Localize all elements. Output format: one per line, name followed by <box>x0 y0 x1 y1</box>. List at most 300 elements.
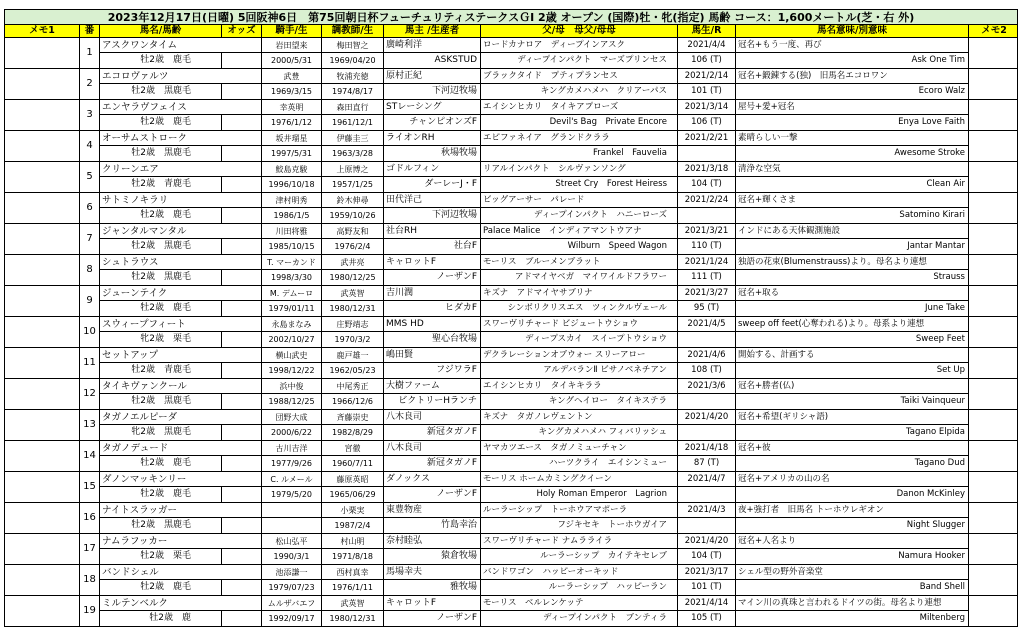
english-name: Jantar Mantar <box>736 239 969 254</box>
horse-number: 9 <box>80 286 100 316</box>
jockey-birthdate: 1986/1/5 <box>262 208 322 223</box>
rating: 87 (T) <box>678 456 736 471</box>
rating: 108 (T) <box>678 363 736 378</box>
owner-name: 馬場幸夫 <box>384 565 481 580</box>
rating: 104 (T) <box>678 549 736 564</box>
memo1-cell <box>5 162 80 192</box>
table-row <box>4 162 1018 193</box>
horse-number: 4 <box>80 131 100 161</box>
odds-cell <box>222 549 262 564</box>
damsire-granddam: ハーツクライ エイシンミュー <box>481 456 678 471</box>
trainer-name: 小栗実 <box>322 503 384 518</box>
table-row <box>4 317 1018 348</box>
horse-sex-age: 牡2歳 鹿 <box>100 611 222 626</box>
horse-sex-age: 牝2歳 黒鹿毛 <box>100 425 222 440</box>
odds-cell <box>222 518 262 533</box>
breeder-name: 下河辺牧場 <box>384 84 481 99</box>
name-meaning: 冠名+希望(ギリシャ語) <box>736 410 969 425</box>
sire-dam: モーリス ホームカミングクイーン <box>481 472 678 487</box>
english-name: Clean Air <box>736 177 969 192</box>
race-title: 2023年12月17日(日曜) 5回阪神6日 第75回朝日杯フューチュリティステークスＧⅠ 2歳 オープン (国際)牡・牝(指定) 馬齢 コース：1,600メートル(芝・右 外) <box>4 9 1018 25</box>
birth-date: 2021/2/21 <box>678 131 736 146</box>
horse-name: ダノンマッキンリー <box>100 472 262 487</box>
trainer-name: 中尾秀正 <box>322 379 384 394</box>
horse-number: 2 <box>80 69 100 99</box>
english-name: Danon McKinley <box>736 487 969 502</box>
english-name: Miltenberg <box>736 611 969 626</box>
horse-name: セットアップ <box>100 348 262 363</box>
damsire-granddam: ディープスカイ スイープトウショウ <box>481 332 678 347</box>
horse-sex-age: 牡2歳 黒鹿毛 <box>100 239 222 254</box>
jockey-name: 鮫島克駿 <box>262 162 322 177</box>
odds-cell <box>222 84 262 99</box>
name-meaning: 冠名+アメリカの山の名 <box>736 472 969 487</box>
jockey-birthdate: 2000/6/22 <box>262 425 322 440</box>
table-row <box>4 472 1018 503</box>
memo2-cell <box>969 69 1019 99</box>
sire-dam: エイシンヒカリ タイキアプローズ <box>481 100 678 115</box>
horse-name: ジューンテイク <box>100 286 262 301</box>
memo1-cell <box>5 472 80 502</box>
memo1-cell <box>5 534 80 564</box>
memo2-cell <box>969 472 1019 502</box>
trainer-birthdate: 1980/12/31 <box>322 301 384 316</box>
sire-dam: Palace Malice インディアマントウアナ <box>481 224 678 239</box>
jockey-birthdate: 1979/5/20 <box>262 487 322 502</box>
jockey-name: 川田将雅 <box>262 224 322 239</box>
jockey-name: 古川吉洋 <box>262 441 322 456</box>
memo2-cell <box>969 503 1019 533</box>
jockey-name: M. デムーロ <box>262 286 322 301</box>
horse-sex-age: 牝2歳 栗毛 <box>100 332 222 347</box>
jockey-name <box>262 503 322 518</box>
damsire-granddam: キングヘイロー タイキステラ <box>481 394 678 409</box>
horse-number: 5 <box>80 162 100 192</box>
horse-name: タガノデュード <box>100 441 262 456</box>
birth-date: 2021/4/3 <box>678 503 736 518</box>
horse-number: 13 <box>80 410 100 440</box>
trainer-name: 西村真幸 <box>322 565 384 580</box>
memo1-cell <box>5 379 80 409</box>
breeder-name: 社台F <box>384 239 481 254</box>
odds-cell <box>222 611 262 626</box>
owner-name: 東豊物産 <box>384 503 481 518</box>
birth-date: 2021/4/6 <box>678 348 736 363</box>
rating: 106 (T) <box>678 115 736 130</box>
breeder-name: 下河辺牧場 <box>384 208 481 223</box>
birth-date: 2021/4/20 <box>678 410 736 425</box>
horse-sex-age: 牡2歳 鹿毛 <box>100 580 222 595</box>
rating <box>678 146 736 161</box>
breeder-name: チャンピオンズF <box>384 115 481 130</box>
jockey-name: 幸英明 <box>262 100 322 115</box>
trainer-birthdate: 1959/10/26 <box>322 208 384 223</box>
trainer-birthdate: 1982/8/29 <box>322 425 384 440</box>
jockey-birthdate: 2000/5/31 <box>262 53 322 68</box>
damsire-granddam: ルーラーシップ カイテキセレブ <box>481 549 678 564</box>
horse-name: オーサムストローク <box>100 131 262 146</box>
breeder-name: ASKSTUD <box>384 53 481 68</box>
table-row <box>4 255 1018 286</box>
sire-dam: スワーヴリチャード ビジュートウショウ <box>481 317 678 332</box>
owner-name: STレーシング <box>384 100 481 115</box>
jockey-name: 津村明秀 <box>262 193 322 208</box>
trainer-name: 斉藤崇史 <box>322 410 384 425</box>
horse-number: 14 <box>80 441 100 471</box>
memo1-cell <box>5 410 80 440</box>
jockey-name: 坂井瑠星 <box>262 131 322 146</box>
horse-sex-age: 牡2歳 黒鹿毛 <box>100 394 222 409</box>
column-header-row <box>4 25 1018 38</box>
sire-dam: ヤマカツエース タガノミューチャン <box>481 441 678 456</box>
jockey-name: 浜中俊 <box>262 379 322 394</box>
horse-name: アスクワンタイム <box>100 38 262 53</box>
damsire-granddam: ディープインパクト マーズプリンセス <box>481 53 678 68</box>
name-meaning: インドにある天体観測施設 <box>736 224 969 239</box>
birth-date: 2021/4/5 <box>678 317 736 332</box>
jockey-birthdate: 1969/3/15 <box>262 84 322 99</box>
horse-number: 1 <box>80 38 100 68</box>
english-name: Ask One Tim <box>736 53 969 68</box>
name-meaning: 夜+強打者 旧馬名 トーホウレギオン <box>736 503 969 518</box>
table-row <box>4 503 1018 534</box>
odds-cell <box>222 394 262 409</box>
header-jockey: 騎手/生 <box>262 25 322 37</box>
sire-dam: モーリス ブルーメンブラット <box>481 255 678 270</box>
horse-name: ナムラフッカー <box>100 534 262 549</box>
jockey-name: 武豊 <box>262 69 322 84</box>
birth-date: 2021/4/20 <box>678 534 736 549</box>
breeder-name: ノーザンF <box>384 487 481 502</box>
trainer-birthdate: 1987/2/4 <box>322 518 384 533</box>
trainer-birthdate: 1976/2/4 <box>322 239 384 254</box>
jockey-birthdate: 1996/10/18 <box>262 177 322 192</box>
english-name: Namura Hooker <box>736 549 969 564</box>
name-meaning: 素晴らしい一撃 <box>736 131 969 146</box>
owner-name: MMS HD <box>384 317 481 332</box>
trainer-birthdate: 1974/8/17 <box>322 84 384 99</box>
trainer-birthdate: 1957/1/25 <box>322 177 384 192</box>
odds-cell <box>222 363 262 378</box>
horse-name: エンヤラヴフェイス <box>100 100 262 115</box>
damsire-granddam: ディープインパクト ハニーローズ <box>481 208 678 223</box>
jockey-birthdate: 1998/3/30 <box>262 270 322 285</box>
memo2-cell <box>969 565 1019 595</box>
jockey-name: 池添謙一 <box>262 565 322 580</box>
rating <box>678 332 736 347</box>
name-meaning: マイン川の真珠と言われるドイツの街。母名より連想 <box>736 596 969 611</box>
owner-name: キャロットF <box>384 255 481 270</box>
header-meaning: 馬名意味/別意味 <box>736 25 969 37</box>
jockey-name: 団野大成 <box>262 410 322 425</box>
jockey-birthdate: 1985/10/15 <box>262 239 322 254</box>
trainer-name: 森田直行 <box>322 100 384 115</box>
english-name: Taiki Vainqueur <box>736 394 969 409</box>
trainer-name: 高野友和 <box>322 224 384 239</box>
name-meaning: 冠名+鍛錬する(独) 旧馬名エコロワン <box>736 69 969 84</box>
table-row <box>4 38 1018 69</box>
trainer-birthdate: 1970/3/2 <box>322 332 384 347</box>
damsire-granddam: ルーラーシップ ハッピーラン <box>481 580 678 595</box>
odds-cell <box>222 580 262 595</box>
birth-date: 2021/2/14 <box>678 69 736 84</box>
damsire-granddam: アドマイヤベガ マイワイルドフラワー <box>481 270 678 285</box>
table-row <box>4 596 1018 627</box>
jockey-birthdate: 1977/9/26 <box>262 456 322 471</box>
trainer-birthdate: 1980/12/25 <box>322 270 384 285</box>
horse-sex-age: 牡2歳 鹿毛 <box>100 115 222 130</box>
memo1-cell <box>5 131 80 161</box>
breeder-name: 新冠タガノF <box>384 425 481 440</box>
jockey-name: ムルザバエフ <box>262 596 322 611</box>
table-row <box>4 441 1018 472</box>
jockey-name: 横山武史 <box>262 348 322 363</box>
name-meaning: 冠名+輝くさま <box>736 193 969 208</box>
header-owner: 馬主 /生産者 <box>384 25 481 37</box>
odds-cell <box>222 177 262 192</box>
memo2-cell <box>969 317 1019 347</box>
english-name: Enya Love Faith <box>736 115 969 130</box>
breeder-name: 秋場牧場 <box>384 146 481 161</box>
rating: 95 (T) <box>678 301 736 316</box>
horse-number: 18 <box>80 565 100 595</box>
damsire-granddam: ディープインパクト ブンティラ <box>481 611 678 626</box>
header-trainer: 調教師/生 <box>322 25 384 37</box>
birth-date: 2021/4/7 <box>678 472 736 487</box>
breeder-name: 新冠タガノF <box>384 456 481 471</box>
sire-dam: スワーヴリチャード ナムラライラ <box>481 534 678 549</box>
rating <box>678 518 736 533</box>
horse-number: 17 <box>80 534 100 564</box>
trainer-birthdate: 1961/12/1 <box>322 115 384 130</box>
horse-sex-age: 牡2歳 黒鹿毛 <box>100 518 222 533</box>
table-row <box>4 224 1018 255</box>
english-name: Strauss <box>736 270 969 285</box>
jockey-birthdate <box>262 518 322 533</box>
breeder-name: 竹島幸治 <box>384 518 481 533</box>
horse-name: タガノエルピーダ <box>100 410 262 425</box>
sire-dam: リアルインパクト シルヴァンソング <box>481 162 678 177</box>
english-name: Band Shell <box>736 580 969 595</box>
memo2-cell <box>969 596 1019 626</box>
jockey-birthdate: 1990/3/1 <box>262 549 322 564</box>
horse-number: 6 <box>80 193 100 223</box>
jockey-name: T. マーカンド <box>262 255 322 270</box>
header-number: 番 <box>80 25 100 37</box>
rating: 104 (T) <box>678 177 736 192</box>
horse-sex-age: 牡2歳 栗毛 <box>100 549 222 564</box>
memo2-cell <box>969 379 1019 409</box>
header-memo1: メモ1 <box>5 25 80 37</box>
memo2-cell <box>969 255 1019 285</box>
sire-dam: エピファネイア グランドクララ <box>481 131 678 146</box>
sire-dam: バンドワゴン ハッピーオーキッド <box>481 565 678 580</box>
name-meaning: 冠名+取る <box>736 286 969 301</box>
horse-name: スウィープフィート <box>100 317 262 332</box>
odds-cell <box>222 208 262 223</box>
memo2-cell <box>969 38 1019 68</box>
breeder-name: ビクトリーHランチ <box>384 394 481 409</box>
owner-name: 吉川潤 <box>384 286 481 301</box>
damsire-granddam: Frankel Fauvelia <box>481 146 678 161</box>
rating <box>678 487 736 502</box>
memo1-cell <box>5 317 80 347</box>
horse-number: 11 <box>80 348 100 378</box>
memo2-cell <box>969 162 1019 192</box>
memo1-cell <box>5 348 80 378</box>
memo1-cell <box>5 286 80 316</box>
sire-dam: ビッグアーサー パレード <box>481 193 678 208</box>
sire-dam: ブラックタイド プティプランセス <box>481 69 678 84</box>
trainer-name: 伊藤圭三 <box>322 131 384 146</box>
rating: 110 (T) <box>678 239 736 254</box>
horse-name: バンドシェル <box>100 565 262 580</box>
trainer-birthdate: 1969/04/20 <box>322 53 384 68</box>
memo1-cell <box>5 193 80 223</box>
english-name: Set Up <box>736 363 969 378</box>
trainer-name: 村山明 <box>322 534 384 549</box>
jockey-name: 岩田望来 <box>262 38 322 53</box>
english-name: June Take <box>736 301 969 316</box>
memo1-cell <box>5 38 80 68</box>
trainer-name: 鈴木伸尋 <box>322 193 384 208</box>
table-row <box>4 565 1018 596</box>
sire-dam: エイシンヒカリ タイキキララ <box>481 379 678 394</box>
jockey-birthdate: 1992/09/17 <box>262 611 322 626</box>
breeder-name: ノーザンF <box>384 611 481 626</box>
owner-name: 社台RH <box>384 224 481 239</box>
trainer-name: 武井亮 <box>322 255 384 270</box>
memo1-cell <box>5 503 80 533</box>
memo1-cell <box>5 224 80 254</box>
damsire-granddam: シンボリクリスエス ツィンクルヴェール <box>481 301 678 316</box>
header-horse-name: 馬名/馬齢 <box>100 25 222 37</box>
owner-name: 嶋田賢 <box>384 348 481 363</box>
name-meaning: 独語の花束(Blumenstrauss)より。母名より連想 <box>736 255 969 270</box>
header-memo2: メモ2 <box>981 25 1007 36</box>
horse-number: 15 <box>80 472 100 502</box>
english-name: Ecoro Walz <box>736 84 969 99</box>
table-row <box>4 534 1018 565</box>
owner-name: 大樹ファーム <box>384 379 481 394</box>
name-meaning: 冠名+もう一度、再び <box>736 38 969 53</box>
birth-date: 2021/4/18 <box>678 441 736 456</box>
sire-dam: キズナ アドマイヤサブリナ <box>481 286 678 301</box>
horse-name: ミルテンベルク <box>100 596 262 611</box>
table-row <box>4 100 1018 131</box>
jockey-birthdate: 1976/1/12 <box>262 115 322 130</box>
sire-dam: ロードカナロア ディープインアスク <box>481 38 678 53</box>
memo2-cell <box>969 131 1019 161</box>
birth-date: 2021/3/6 <box>678 379 736 394</box>
owner-name: 八木良司 <box>384 441 481 456</box>
trainer-name: 梅田智之 <box>322 38 384 53</box>
birth-date: 2021/3/18 <box>678 162 736 177</box>
name-meaning: 清浄な空気 <box>736 162 969 177</box>
horse-name: サトミノキラリ <box>100 193 262 208</box>
trainer-birthdate: 1962/05/23 <box>322 363 384 378</box>
english-name: Tagano Elpida <box>736 425 969 440</box>
trainer-name: 鹿戸雄一 <box>322 348 384 363</box>
birth-date: 2021/1/24 <box>678 255 736 270</box>
horse-name: ナイトスラッガー <box>100 503 262 518</box>
trainer-name: 庄野靖志 <box>322 317 384 332</box>
breeder-name: ヒダカF <box>384 301 481 316</box>
english-name: Sweep Feet <box>736 332 969 347</box>
horse-number: 16 <box>80 503 100 533</box>
memo2-cell <box>969 224 1019 254</box>
horse-sex-age: 牡2歳 黒鹿毛 <box>100 270 222 285</box>
trainer-name: 武英智 <box>322 286 384 301</box>
memo1-cell <box>5 255 80 285</box>
race-entry-sheet <box>4 9 1018 624</box>
breeder-name: 雅牧場 <box>384 580 481 595</box>
damsire-granddam: Wilburn Speed Wagon <box>481 239 678 254</box>
breeder-name: 聖心台牧場 <box>384 332 481 347</box>
horse-sex-age: 牡2歳 鹿毛 <box>100 301 222 316</box>
damsire-granddam: Holy Roman Emperor Lagrion <box>481 487 678 502</box>
damsire-granddam: キングカメハメハ クリアーパス <box>481 84 678 99</box>
name-meaning: 冠名+彼 <box>736 441 969 456</box>
header-parents: 父/母 母父/母母 <box>481 25 678 37</box>
horse-name: タイキヴァンクール <box>100 379 262 394</box>
breeder-name: 猿倉牧場 <box>384 549 481 564</box>
birth-date: 2021/3/21 <box>678 224 736 239</box>
name-meaning: 冠名+人名より <box>736 534 969 549</box>
english-name: Tagano Dud <box>736 456 969 471</box>
jockey-name: 永島まなみ <box>262 317 322 332</box>
name-meaning: シェル型の野外音楽堂 <box>736 565 969 580</box>
damsire-granddam: Street Cry Forest Heiress <box>481 177 678 192</box>
jockey-birthdate: 1998/12/22 <box>262 363 322 378</box>
birth-date: 2021/4/4 <box>678 38 736 53</box>
memo2-cell <box>969 100 1019 130</box>
owner-name: キャロットF <box>384 596 481 611</box>
trainer-name: 牧浦充徳 <box>322 69 384 84</box>
table-row <box>4 69 1018 100</box>
horse-sex-age: 牡2歳 青鹿毛 <box>100 363 222 378</box>
owner-name: ゴドルフィン <box>384 162 481 177</box>
owner-name: ライオンRH <box>384 131 481 146</box>
odds-cell <box>222 115 262 130</box>
breeder-name: フジワラF <box>384 363 481 378</box>
odds-cell <box>222 146 262 161</box>
horse-sex-age: 牡2歳 黒鹿毛 <box>100 146 222 161</box>
memo2-cell <box>969 410 1019 440</box>
owner-name: 原村正紀 <box>384 69 481 84</box>
birth-date: 2021/4/14 <box>678 596 736 611</box>
birth-date: 2021/3/27 <box>678 286 736 301</box>
birth-date: 2021/3/17 <box>678 565 736 580</box>
damsire-granddam: キングカメハメハ フィバリッシュ <box>481 425 678 440</box>
horse-number: 3 <box>80 100 100 130</box>
jockey-birthdate: 1988/12/25 <box>262 394 322 409</box>
english-name: Satomino Kirari <box>736 208 969 223</box>
name-meaning: sweep off feet(心奪われる)より。母系より連想 <box>736 317 969 332</box>
owner-name: 奈村睦弘 <box>384 534 481 549</box>
odds-cell <box>222 425 262 440</box>
name-meaning: 屋号+愛+冠名 <box>736 100 969 115</box>
horse-name: エコロヴァルツ <box>100 69 262 84</box>
odds-cell <box>222 239 262 254</box>
jockey-birthdate: 2002/10/27 <box>262 332 322 347</box>
trainer-name: 宮徹 <box>322 441 384 456</box>
jockey-birthdate: 1997/5/31 <box>262 146 322 161</box>
horse-number: 12 <box>80 379 100 409</box>
horse-number: 8 <box>80 255 100 285</box>
memo2-cell <box>969 348 1019 378</box>
odds-cell <box>222 332 262 347</box>
